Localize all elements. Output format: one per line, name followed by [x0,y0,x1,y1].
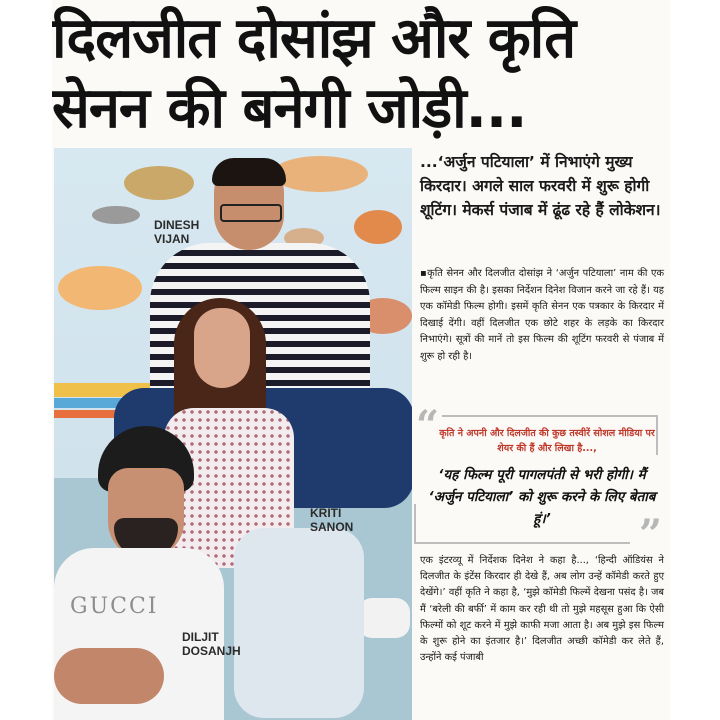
label-dinesh-vijan: DINESH VIJAN [154,218,200,246]
quote-intro: कृति ने अपनी और दिलजीत की कुछ तस्वीरें सोशल मीडिया पर शेयर की हैं और लिखा है..., [439,428,655,454]
newspaper-clipping [52,0,670,720]
quote-border [414,504,416,544]
close-quote-icon: ” [638,511,662,558]
lead-paragraph: ...‘अर्जुन पटियाला’ में निभाएंगे मुख्य किरदार। अगले साल फरवरी में शुरू होगी शूटिंग। मेकर्स पंजाब में ढूंढ रहे हैं लोकेशन। [420,153,661,219]
pull-quote [414,402,666,558]
quote-border [414,542,630,544]
fish-wall-decoration [92,206,140,224]
fish-wall-decoration [272,156,368,192]
person-kriti-head [194,308,250,388]
body-paragraph-2: एक इंटरव्यू में निर्देशक दिनेश ने कहा है..., ‘हिन्दी ऑडियंस ने दिलजीत के इंटेंस किरदार ही देखे हैं, अब लोग उन्हें कॉमेडी करते हुए देखेंगे।’ वहीं कृति ने कहा है, ‘मुझे कॉमेडी फिल्में देखना पसंद है। जब मैं ‘बरेली की बर्फी’ में काम कर रही थी तो मुझे महसूस हुआ कि ऐसी फिल्मों को शूट करने में मुझे काफी मजा आता है। अब मुझे इस फिल्म के शुरू होने का इंतजार है।’ दिलजीत अच्छी कॉमेडी कर लेते हैं, उन्होंने कई पंजाबी [420,555,664,664]
body-paragraph-1: ▪कृति सेनन और दिलजीत दोसांझ ने ‘अर्जुन पटियाला’ नाम की एक फिल्म साइन की है। इसका निर्देशन दिनेश विजान करने जा रहे हैं। यह एक कॉमेडी फिल्म होगी। इसमें कृति सेनन एक पत्रकार के किरदार में दिखाई देंगी। वहीं दिलजीत एक छोटे शहर के लड़के का किरदार निभाएंगे। सूत्रों की मानें तो इस फिल्म की शूटिंग फरवरी से पंजाब में शुरू हो रही है। [420,268,664,362]
fish-wall-decoration [58,266,142,310]
fish-wall-decoration [124,166,194,200]
quote-border [442,415,658,417]
cast-photo [54,148,412,720]
person-kriti-jeans [234,528,364,718]
person-dinesh-shoe [358,598,410,638]
headline-line-2: सेनन की बनेगी जोड़ी... [52,76,527,141]
headline [52,4,670,144]
fish-wall-decoration [354,210,402,244]
person-dinesh-hair [212,158,286,186]
glasses-icon [220,204,282,222]
headline-line-1: दिलजीत दोसांझ और कृति [52,6,576,71]
label-kriti-sanon: KRITI SANON [310,506,354,534]
quote-text: ‘यह फिल्म पूरी पागलपंती से भरी होगी। मैं ‘अर्जुन पटियाला’ को शुरू करने के लिए बेताब हूं।’ [428,467,656,527]
label-diljit-dosanjh: DILJIT DOSANJH [182,630,241,658]
open-quote-icon: “ [416,402,440,449]
person-diljit-arm [54,648,164,704]
gucci-shirt-print: GUCCI [70,594,159,619]
